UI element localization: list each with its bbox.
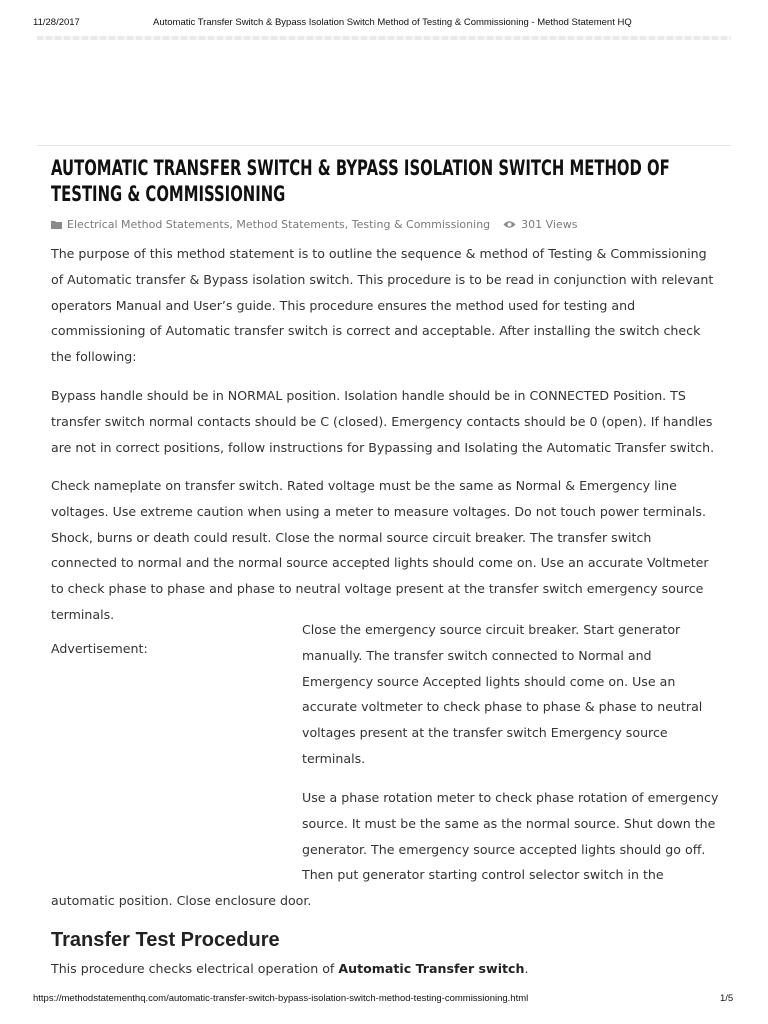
nameplate-paragraph: Check nameplate on transfer switch. Rated voltage must be the same as Normal & Emergency line voltages. Use extreme caution when using a meter to measure voltages. Do not touch power terminals. Shock, burns or death could result. Close the normal source circuit breaker. The transfer switch connected to normal and the normal source accepted lights should come on. Use an accurate Voltmeter to check phase to phase and phase to neutral voltage present at the transfer switch emergency source terminals.	[51, 478, 709, 622]
site-header-strip	[37, 36, 731, 40]
post-views	[503, 218, 577, 231]
article-title-line2: TESTING & COMMISSIONING	[51, 182, 286, 207]
print-page-number: 1/5	[720, 993, 734, 1004]
intro-paragraph: The purpose of this method statement is to outline the sequence & method of Testing & Commissioning of Automatic transfer & Bypass isolation switch. This procedure is to be read in conjunction with relevant operators Manual and User’s guide. This procedure ensures the method used for testing and commissioning of Automatic transfer switch is correct and acceptable. After installing the switch check the following:	[51, 246, 714, 365]
header-divider	[37, 145, 731, 146]
section-heading: Transfer Test Procedure	[51, 929, 280, 951]
transfer-test-prefix: This procedure checks electrical operation of	[51, 961, 339, 976]
transfer-test-suffix: .	[524, 961, 529, 976]
article-title-line1: AUTOMATIC TRANSFER SWITCH & BYPASS ISOLATION SWITCH METHOD OF	[51, 156, 670, 181]
post-meta	[51, 216, 577, 232]
handles-paragraph: Bypass handle should be in NORMAL position. Isolation handle should be in CONNECTED Position. TS transfer switch normal contacts should be C (closed). Emergency contacts should be 0 (open). If handles are not in correct positions, follow instructions for Bypassing and Isolating the Automatic Transfer switch.	[51, 388, 715, 455]
article-title	[51, 156, 731, 208]
phase-rotation-paragraph: Use a phase rotation meter to check phase rotation of emergency source. It must be the same as the normal source. Shut down the generator. The emergency source accepted lights should go off. Then put generator starting control selector switch in the	[302, 790, 719, 883]
advertisement-label: Advertisement:	[51, 641, 148, 656]
eye-icon	[503, 220, 516, 229]
folder-icon	[51, 220, 62, 229]
emergency-breaker-paragraph: Close the emergency source circuit breaker. Start generator manually. The transfer switch connected to Normal and Emergency source Accepted lights should come on. Use an accurate voltmeter to check phase to phase & phase to neutral voltages present at the transfer switch Emergency source terminals.	[302, 622, 703, 766]
views-count: 301 Views	[521, 217, 578, 231]
print-url: https://methodstatementhq.com/automatic-transfer-switch-bypass-isolation-switch-method-testing-commissioning.html	[33, 993, 529, 1004]
post-categories[interactable]: Electrical Method Statements, Method Statements, Testing & Commissioning	[67, 217, 491, 231]
print-page-title: Automatic Transfer Switch & Bypass Isolation Switch Method of Testing & Commissioning - Method Statement HQ	[153, 17, 632, 28]
transfer-test-paragraph	[51, 956, 528, 981]
transfer-test-bold: Automatic Transfer switch	[338, 961, 525, 976]
print-date: 11/28/2017	[33, 17, 80, 28]
paragraph-continuation: automatic position. Close enclosure door.	[51, 893, 312, 908]
print-header	[0, 0, 768, 32]
